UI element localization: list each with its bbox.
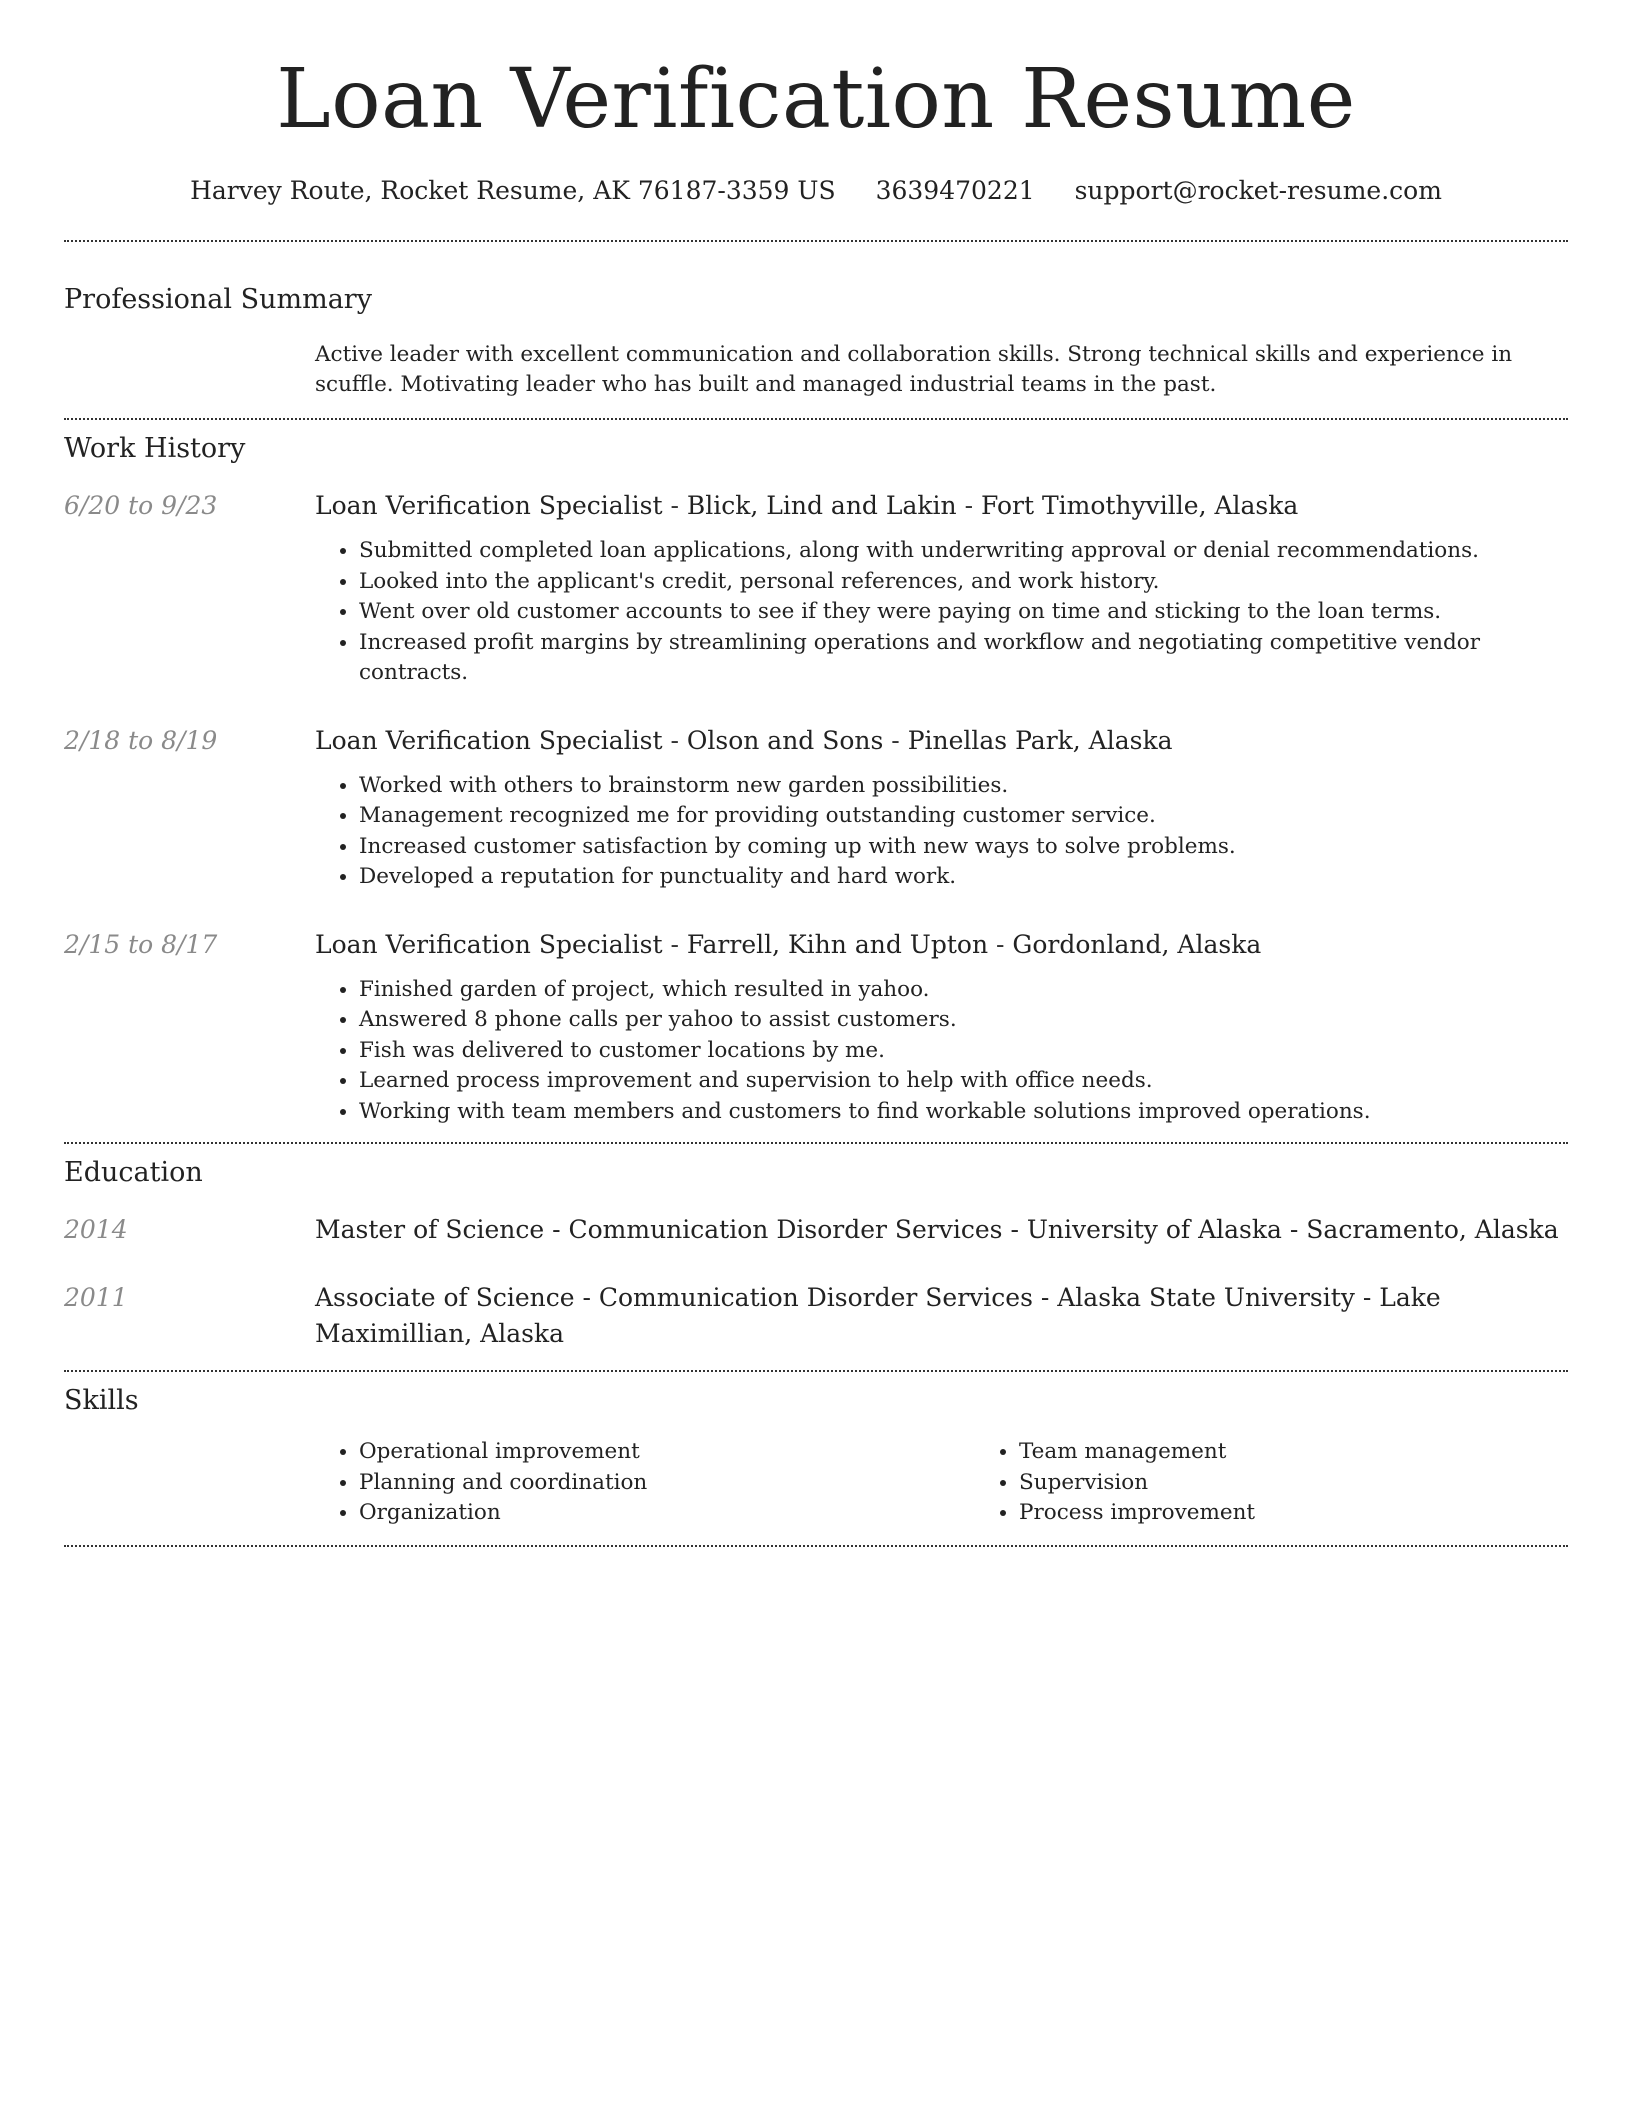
skill-item: • Operational improvement: [359, 1437, 975, 1468]
education-degree: Associate of Science: [315, 1283, 575, 1312]
education-school: Alaska State University: [1057, 1283, 1355, 1312]
job-dates: 2/18 to 8/19: [64, 725, 218, 755]
skills-column-1: [315, 1437, 975, 1529]
job-bullet: • Answered 8 phone calls per yahoo to assist customers.: [359, 1005, 1568, 1036]
skill-item: • Process improvement: [1019, 1498, 1632, 1529]
job-bullet: • Went over old customer accounts to see if they were paying on time and sticking to the loan terms.: [359, 597, 1568, 628]
section-heading-education: Education: [64, 1157, 203, 1188]
job-company: Olson and Sons: [686, 725, 884, 755]
section-heading-skills: Skills: [64, 1385, 139, 1416]
job-title: Loan Verification Specialist: [315, 491, 663, 520]
job-location: Pinellas Park, Alaska: [907, 725, 1173, 755]
job-details: [315, 723, 1568, 893]
job-entry: [64, 723, 1568, 893]
job-bullet: • Increased customer satisfaction by coming up with new ways to solve problems.: [359, 832, 1568, 863]
skills-section: [64, 1383, 1568, 1529]
summary-text: Active leader with excellent communication and collaboration skills. Strong technical skills and experience in scuffle. Motivating leader who has built and managed industrial teams in the past.: [315, 342, 1513, 397]
education-year: 2011: [64, 1283, 128, 1312]
divider: [64, 418, 1568, 420]
job-bullet: • Developed a reputation for punctuality and hard work.: [359, 862, 1568, 893]
job-title: Loan Verification Specialist: [315, 929, 663, 959]
summary-section: [64, 282, 1568, 400]
job-heading: Loan Verification Specialist - Farrell, Kihn and Upton - Gordonland, Alaska: [315, 929, 1262, 959]
contact-address: Harvey Route, Rocket Resume, AK 76187-3359 US: [190, 176, 836, 205]
job-bullet: • Worked with others to brainstorm new garden possibilities.: [359, 771, 1568, 802]
job-bullet: • Management recognized me for providing outstanding customer service.: [359, 801, 1568, 832]
job-bullet: • Fish was delivered to customer locations by me.: [359, 1036, 1568, 1067]
skill-item: • Organization: [359, 1498, 975, 1529]
summary-row: [64, 340, 1568, 400]
job-details: [315, 927, 1568, 1128]
education-school: University of Alaska: [1026, 1215, 1282, 1244]
contact-line: [64, 174, 1568, 208]
education-degree: Master of Science: [315, 1215, 545, 1244]
job-details: [315, 488, 1568, 689]
job-bullet: • Learned process improvement and supervision to help with office needs.: [359, 1066, 1568, 1097]
education-location: Lake Maximillian, Alaska: [315, 1283, 1441, 1348]
education-field: Communication Disorder Services: [568, 1215, 1003, 1244]
education-entry: [64, 1212, 1568, 1248]
skill-item: • Team management: [1019, 1437, 1632, 1468]
divider: [64, 1545, 1568, 1547]
divider: [64, 1370, 1568, 1372]
job-heading: Loan Verification Specialist - Blick, Lind and Lakin - Fort Timothyville, Alaska: [315, 491, 1299, 520]
job-dates: 2/15 to 8/17: [64, 929, 218, 959]
skill-item: • Supervision: [1019, 1468, 1632, 1499]
skills-row: [64, 1437, 1568, 1529]
job-entry: [64, 488, 1568, 689]
education-details: Associate of Science - Communication Disorder Services - Alaska State University - Lake Maximillian, Alaska: [315, 1283, 1441, 1348]
resume-title: Loan Verification Resume: [276, 52, 1356, 147]
skill-item: • Planning and coordination: [359, 1468, 975, 1499]
education-details: Master of Science - Communication Disorder Services - University of Alaska - Sacramento, Alaska: [315, 1215, 1559, 1244]
job-location: Fort Timothyville, Alaska: [980, 491, 1299, 520]
job-location: Gordonland, Alaska: [1012, 929, 1262, 959]
job-company: Blick, Lind and Lakin: [686, 491, 957, 520]
contact-email: support@rocket-resume.com: [1074, 176, 1442, 205]
job-dates: 6/20 to 9/23: [64, 491, 218, 520]
education-location: Sacramento, Alaska: [1306, 1215, 1559, 1244]
section-heading-work-history: Work History: [64, 433, 246, 464]
contact-phone: 3639470221: [875, 176, 1035, 205]
skills-column-2: [975, 1437, 1632, 1529]
job-bullet: • Submitted completed loan applications, along with underwriting approval or denial recommendations.: [359, 536, 1568, 567]
job-entry: [64, 927, 1568, 1128]
divider: [64, 1142, 1568, 1144]
education-year: 2014: [64, 1215, 128, 1244]
job-bullets: [315, 771, 1568, 893]
job-bullets: [315, 975, 1568, 1128]
work-history-section: [64, 431, 1568, 1127]
job-company: Farrell, Kihn and Upton: [686, 929, 989, 959]
education-entry: [64, 1280, 1568, 1352]
job-heading: Loan Verification Specialist - Olson and Sons - Pinellas Park, Alaska: [315, 725, 1173, 755]
education-section: [64, 1155, 1568, 1352]
job-bullet: • Increased profit margins by streamlining operations and workflow and negotiating competitive vendor contracts.: [359, 628, 1568, 689]
job-title: Loan Verification Specialist: [315, 725, 663, 755]
divider: [64, 240, 1568, 242]
skills-grid: [315, 1437, 1632, 1529]
education-field: Communication Disorder Services: [598, 1283, 1033, 1312]
job-bullet: • Working with team members and customers to find workable solutions improved operations.: [359, 1097, 1568, 1128]
job-bullet: • Finished garden of project, which resulted in yahoo.: [359, 975, 1568, 1006]
section-heading-summary: Professional Summary: [64, 284, 372, 315]
job-bullet: • Looked into the applicant's credit, personal references, and work history.: [359, 567, 1568, 598]
job-bullets: [315, 536, 1568, 689]
